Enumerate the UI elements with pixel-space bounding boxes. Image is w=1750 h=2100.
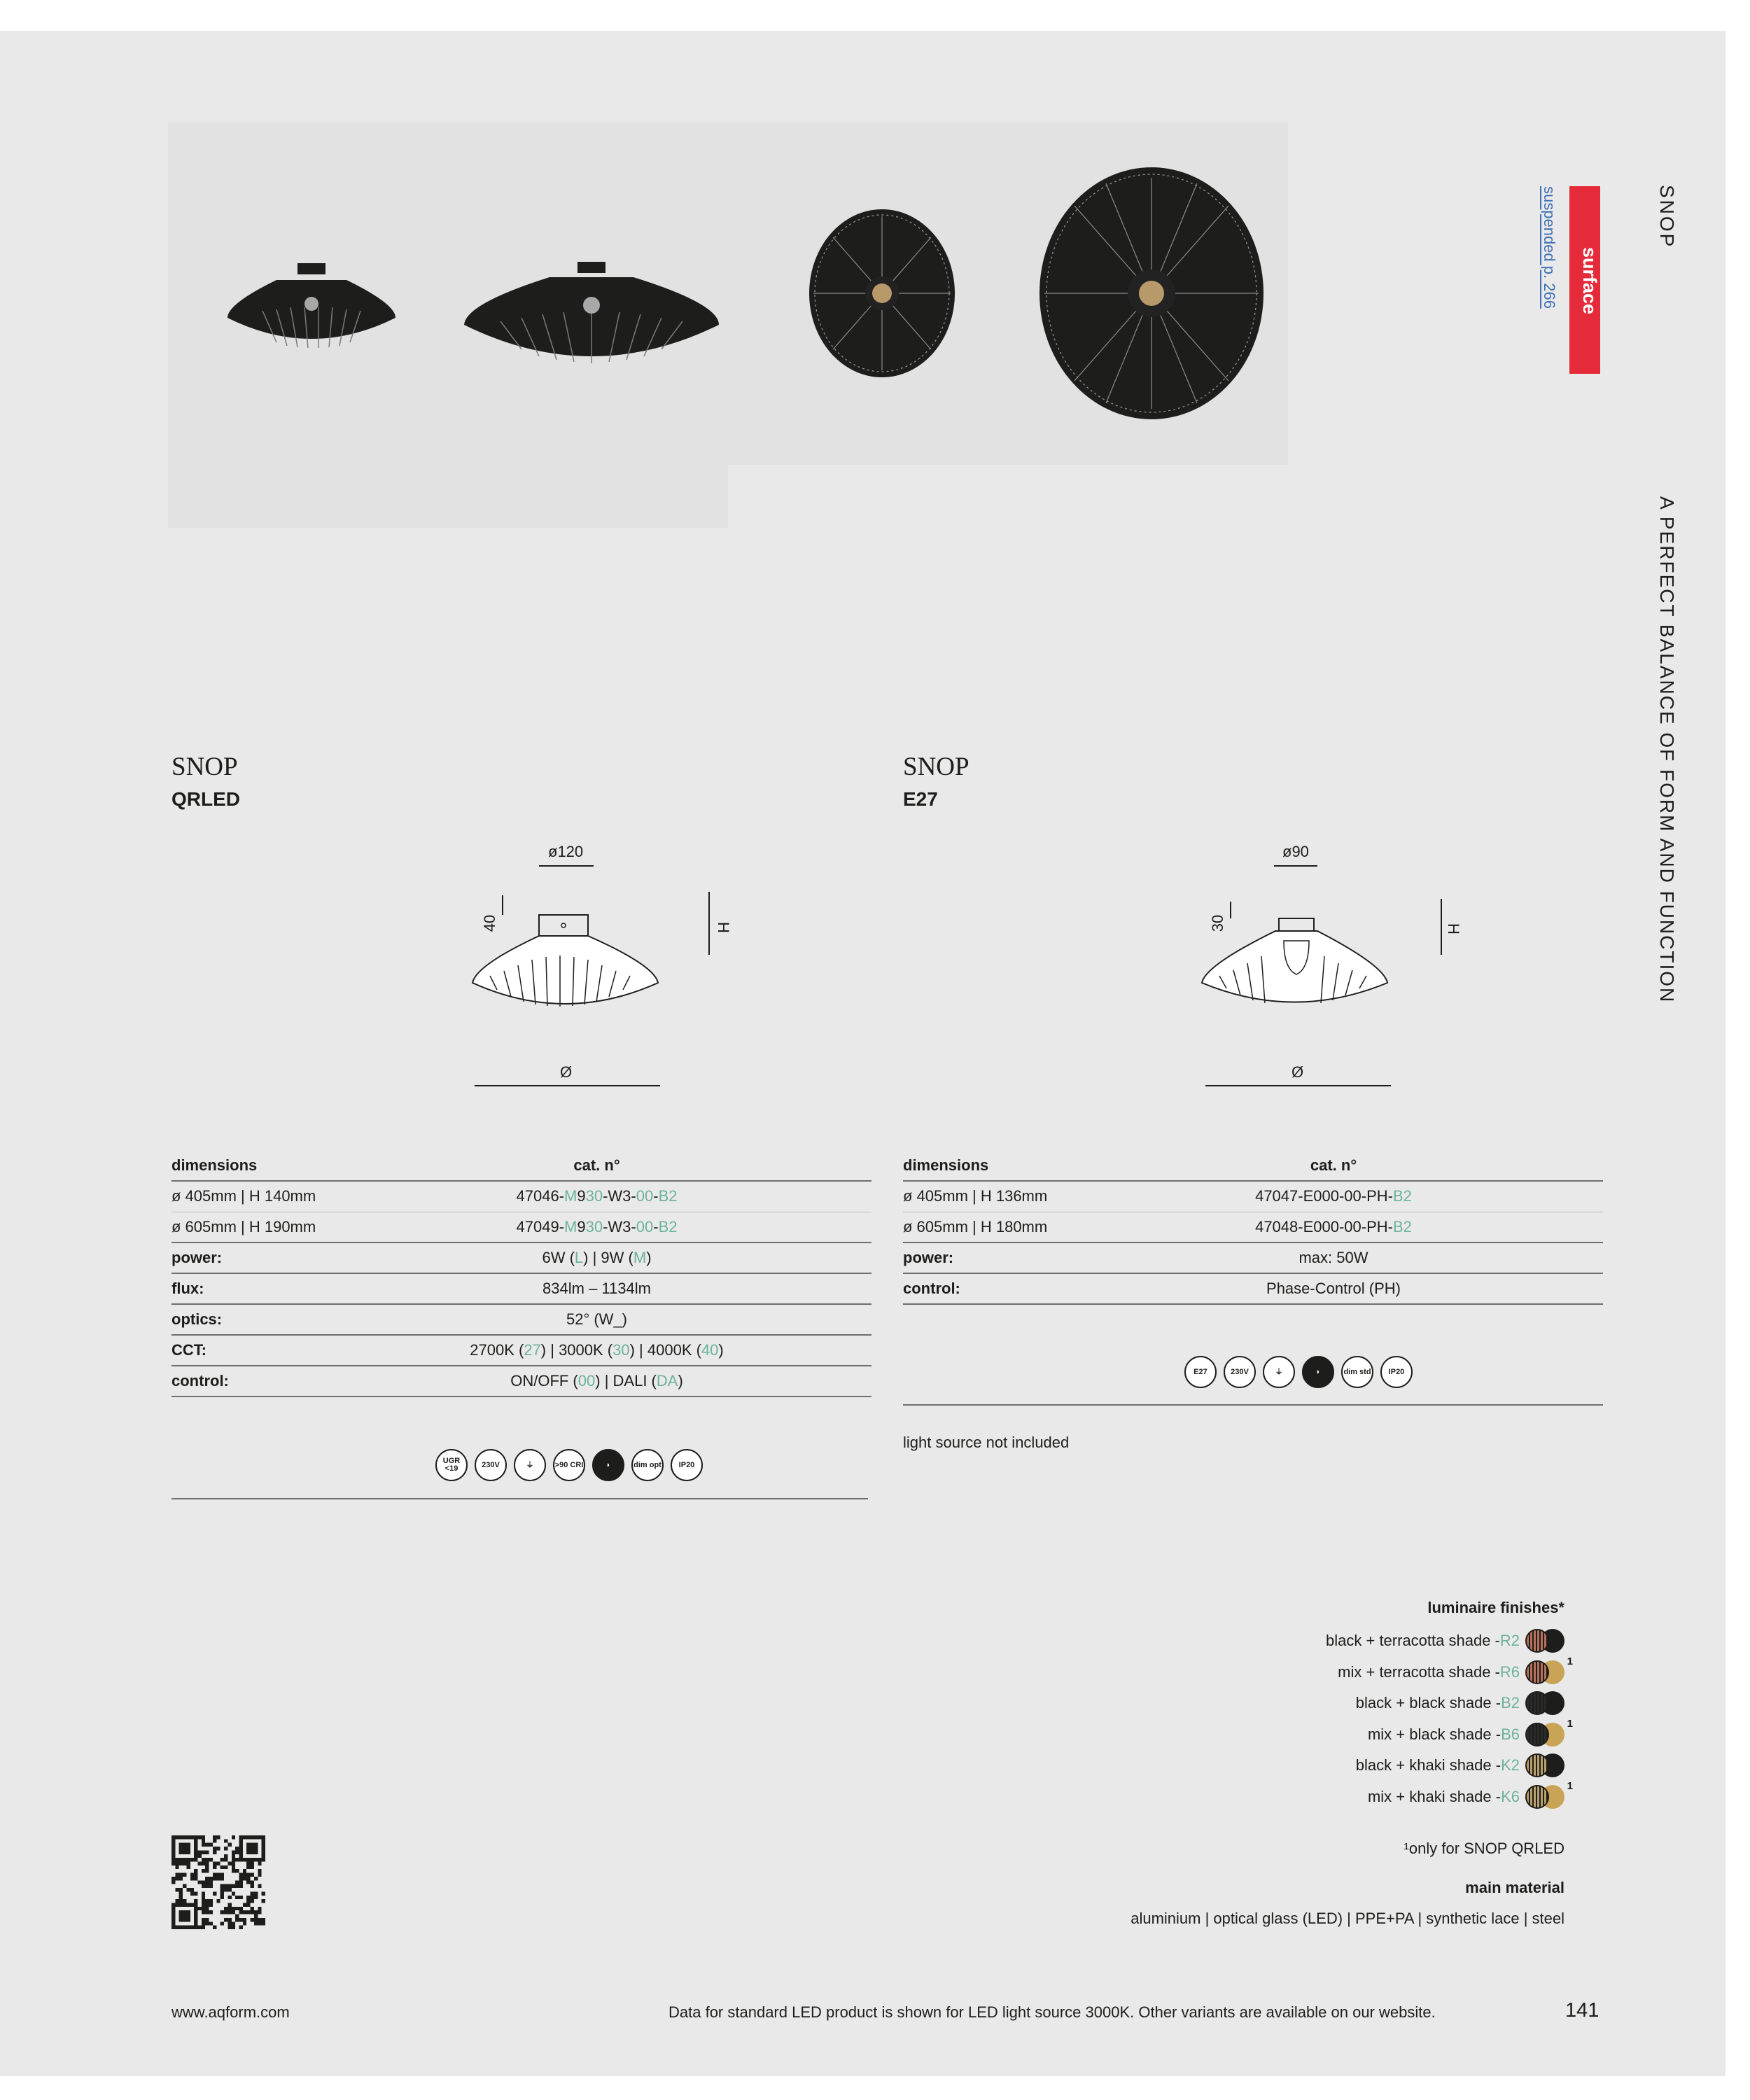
text-segment: 47048-E000-00-PH- <box>1255 1218 1393 1236</box>
text-segment: ) | 4000K ( <box>629 1341 701 1359</box>
finish-item <box>1367 1717 1573 1747</box>
text-segment: 00 <box>578 1372 596 1390</box>
text-segment: ON/OFF ( <box>510 1372 578 1390</box>
text-segment: - <box>653 1187 659 1205</box>
feature-icon: 230V <box>475 1449 507 1481</box>
finish-code: B6 <box>1501 1725 1520 1743</box>
spec-value <box>1183 1280 1484 1298</box>
dimension-value: ø 405mm | H 140mm <box>172 1187 316 1205</box>
text-segment: B2 <box>1392 1187 1412 1205</box>
text-segment: 30 <box>585 1218 603 1236</box>
spec-row <box>172 1274 872 1305</box>
feature-icon: E27 <box>1184 1356 1217 1388</box>
finish-footnote-mark: 1 <box>1567 1717 1573 1730</box>
material-text: aluminium | optical glass (LED) | PPE+PA | synthetic lace | steel <box>1130 1910 1564 1927</box>
left-height-mark: 40 <box>481 914 499 932</box>
table-row <box>172 1212 872 1243</box>
dimension-value: ø 605mm | H 190mm <box>172 1218 316 1236</box>
text-segment: ) | DALI ( <box>595 1372 657 1390</box>
side-brand-title: SNOP <box>1656 185 1678 249</box>
qr-code[interactable] <box>172 1835 265 1929</box>
left-col-dimensions: dimensions <box>172 1156 258 1174</box>
text-segment: Phase-Control (PH) <box>1266 1280 1401 1297</box>
spec-row <box>172 1366 872 1397</box>
spec-row <box>172 1243 872 1274</box>
finish-label: black + black shade - <box>1355 1694 1502 1712</box>
text-segment: B2 <box>1392 1218 1412 1236</box>
finish-item <box>1356 1690 1564 1716</box>
text-segment: B2 <box>658 1218 678 1236</box>
text-segment: 47047-E000-00-PH- <box>1255 1187 1393 1205</box>
right-col-dimensions: dimensions <box>903 1156 989 1174</box>
finish-code: K2 <box>1501 1756 1520 1774</box>
spec-value <box>451 1310 742 1329</box>
table-row <box>172 1182 872 1212</box>
left-base-diameter-line <box>475 1085 660 1086</box>
product-photo-small-front <box>805 206 959 381</box>
catalog-number <box>451 1218 742 1236</box>
finish-item <box>1367 1780 1573 1809</box>
catalog-number <box>451 1187 742 1205</box>
left-product-variant: QRLED <box>172 788 240 810</box>
finish-label: mix + terracotta shade - <box>1338 1662 1500 1681</box>
left-col-cat: cat. n° <box>573 1156 620 1174</box>
finish-label: black + khaki shade - <box>1355 1756 1502 1774</box>
text-segment: 834lm – 1134lm <box>542 1280 651 1297</box>
material-title: main material <box>1465 1879 1564 1896</box>
text-segment: ) | 3000K ( <box>540 1341 613 1359</box>
finish-footnote-mark: 1 <box>1567 1780 1573 1792</box>
spec-value <box>451 1372 742 1390</box>
finish-footnote-mark: 1 <box>1567 1655 1573 1667</box>
category-tab-label: surface <box>1579 246 1600 315</box>
right-icons-divider <box>903 1404 1603 1406</box>
text-segment: 00 <box>636 1187 654 1205</box>
finish-swatch-icon <box>1525 1691 1564 1715</box>
text-segment: M <box>633 1249 647 1266</box>
footer-website[interactable]: www.aqform.com <box>172 2003 290 2021</box>
right-h-label: H <box>1444 923 1462 934</box>
text-segment: 6W ( <box>542 1249 575 1266</box>
feature-icon: IP20 <box>671 1449 703 1481</box>
left-base-diameter: Ø <box>560 1063 573 1081</box>
right-base-diameter: Ø <box>1292 1063 1304 1081</box>
finish-swatch-icon <box>1525 1629 1564 1653</box>
text-segment: 9 <box>577 1218 586 1236</box>
spec-row <box>172 1305 872 1336</box>
spec-label: flux: <box>172 1280 204 1297</box>
product-photo-large-front <box>1036 164 1267 423</box>
feature-icon: >90 CRI <box>553 1449 585 1481</box>
finish-label: mix + khaki shade - <box>1367 1788 1502 1805</box>
finish-code: R6 <box>1499 1662 1520 1681</box>
feature-icon: IP20 <box>1380 1356 1413 1388</box>
spec-value <box>451 1280 742 1298</box>
text-segment: 47046- <box>516 1187 565 1205</box>
right-spec-table <box>903 1151 1603 1347</box>
right-product-name: SNOP <box>903 752 969 781</box>
finish-swatch-icon <box>1525 1660 1564 1684</box>
finish-code: K6 <box>1501 1788 1520 1805</box>
catalog-page <box>0 31 1726 2076</box>
text-segment: 27 <box>524 1341 541 1359</box>
spec-label: power: <box>903 1249 954 1266</box>
left-top-diameter: ø120 <box>548 843 584 860</box>
feature-icon: ◗ <box>1302 1356 1334 1388</box>
finish-swatch-icon <box>1525 1723 1564 1746</box>
text-segment: B2 <box>658 1187 678 1205</box>
text-segment: 47049- <box>516 1218 565 1236</box>
spec-label: CCT: <box>172 1341 207 1359</box>
text-segment: L <box>574 1249 584 1266</box>
text-segment: max: 50W <box>1298 1249 1368 1266</box>
page-number: 141 <box>1565 1999 1600 2022</box>
spec-row <box>903 1274 1603 1305</box>
right-col-cat: cat. n° <box>1310 1156 1357 1174</box>
spec-row <box>903 1243 1603 1274</box>
side-claim-text: A PERFECT BALANCE OF FORM AND FUNCTION <box>1656 496 1678 1004</box>
catalog-number <box>1183 1187 1484 1205</box>
left-product-name: SNOP <box>172 752 238 781</box>
left-spec-table <box>172 1151 872 1501</box>
text-segment: ) <box>646 1249 652 1266</box>
left-feature-icons <box>435 1449 703 1481</box>
finish-swatch-icon <box>1525 1754 1564 1777</box>
spec-value <box>1183 1249 1484 1267</box>
feature-icon: dim opt <box>631 1449 664 1481</box>
finish-code: B2 <box>1501 1694 1520 1712</box>
text-segment: - <box>653 1218 659 1236</box>
finish-item <box>1338 1655 1573 1685</box>
text-segment: 00 <box>636 1218 654 1236</box>
text-segment: ) <box>718 1341 724 1359</box>
text-segment: M <box>564 1218 578 1236</box>
text-segment: -W3- <box>603 1187 636 1205</box>
spec-label: power: <box>172 1249 223 1266</box>
text-segment: 40 <box>701 1341 719 1359</box>
finish-label: mix + black shade - <box>1367 1725 1502 1743</box>
text-segment: M <box>564 1187 578 1205</box>
left-table-header <box>172 1151 872 1182</box>
left-icons-divider <box>172 1498 868 1499</box>
table-row <box>903 1182 1603 1212</box>
text-segment: DA <box>656 1372 678 1390</box>
product-photo-small-ceiling <box>220 227 402 367</box>
finish-item <box>1326 1628 1564 1653</box>
spec-value <box>451 1249 742 1267</box>
feature-icon: 230V <box>1224 1356 1256 1388</box>
text-segment: -W3- <box>603 1218 636 1236</box>
catalog-number <box>1183 1218 1484 1236</box>
suspended-page-link[interactable]: suspended p. 266 <box>1541 186 1558 309</box>
finish-code: R2 <box>1499 1632 1520 1649</box>
feature-icon: ⏚ <box>1263 1356 1295 1388</box>
text-segment: 9 <box>577 1187 586 1205</box>
dimension-value: ø 405mm | H 136mm <box>903 1187 1048 1205</box>
right-table-header <box>903 1151 1603 1182</box>
light-source-note: light source not included <box>903 1434 1070 1451</box>
right-product-variant: E27 <box>903 788 938 810</box>
feature-icon: ◗ <box>592 1449 624 1481</box>
right-top-diameter: ø90 <box>1282 843 1309 860</box>
spec-label: control: <box>903 1280 960 1297</box>
right-height-mark: 30 <box>1209 914 1227 932</box>
left-top-diameter-line <box>539 865 594 867</box>
spec-label: optics: <box>172 1310 223 1328</box>
right-feature-icons <box>1184 1356 1413 1388</box>
feature-icon: dim std <box>1341 1356 1373 1388</box>
finish-label: black + terracotta shade - <box>1326 1632 1500 1649</box>
text-segment: ) <box>678 1372 683 1390</box>
spec-label: control: <box>172 1372 229 1390</box>
spec-value <box>451 1341 742 1359</box>
text-segment: ) | 9W ( <box>583 1249 634 1266</box>
right-h-line <box>1441 899 1442 955</box>
finish-item <box>1356 1753 1564 1778</box>
finish-swatch-icon <box>1525 1785 1564 1809</box>
left-h-line <box>708 892 710 955</box>
right-base-diameter-line <box>1205 1085 1391 1086</box>
dimension-value: ø 605mm | H 180mm <box>903 1218 1048 1236</box>
finishes-title: luminaire finishes* <box>1427 1599 1564 1616</box>
finishes-footnote: ¹only for SNOP QRLED <box>1404 1840 1564 1857</box>
right-technical-drawing <box>1198 899 1394 1018</box>
right-top-diameter-line <box>1274 865 1317 867</box>
footer-note: Data for standard LED product is shown for LED light source 3000K. Other variants are available on our website. <box>668 2003 1436 2021</box>
spec-row <box>172 1336 872 1366</box>
table-row <box>903 1212 1603 1243</box>
product-photo-large-ceiling <box>458 220 724 381</box>
text-segment: 2700K ( <box>470 1341 524 1359</box>
left-technical-drawing <box>469 888 665 1021</box>
feature-icon: ⏚ <box>514 1449 546 1481</box>
left-h-label: H <box>714 922 732 933</box>
text-segment: 52° (W_) <box>566 1310 628 1328</box>
category-tab <box>1569 186 1600 374</box>
text-segment: 30 <box>585 1187 603 1205</box>
text-segment: 30 <box>612 1341 630 1359</box>
feature-icon: UGR <19 <box>435 1449 468 1481</box>
